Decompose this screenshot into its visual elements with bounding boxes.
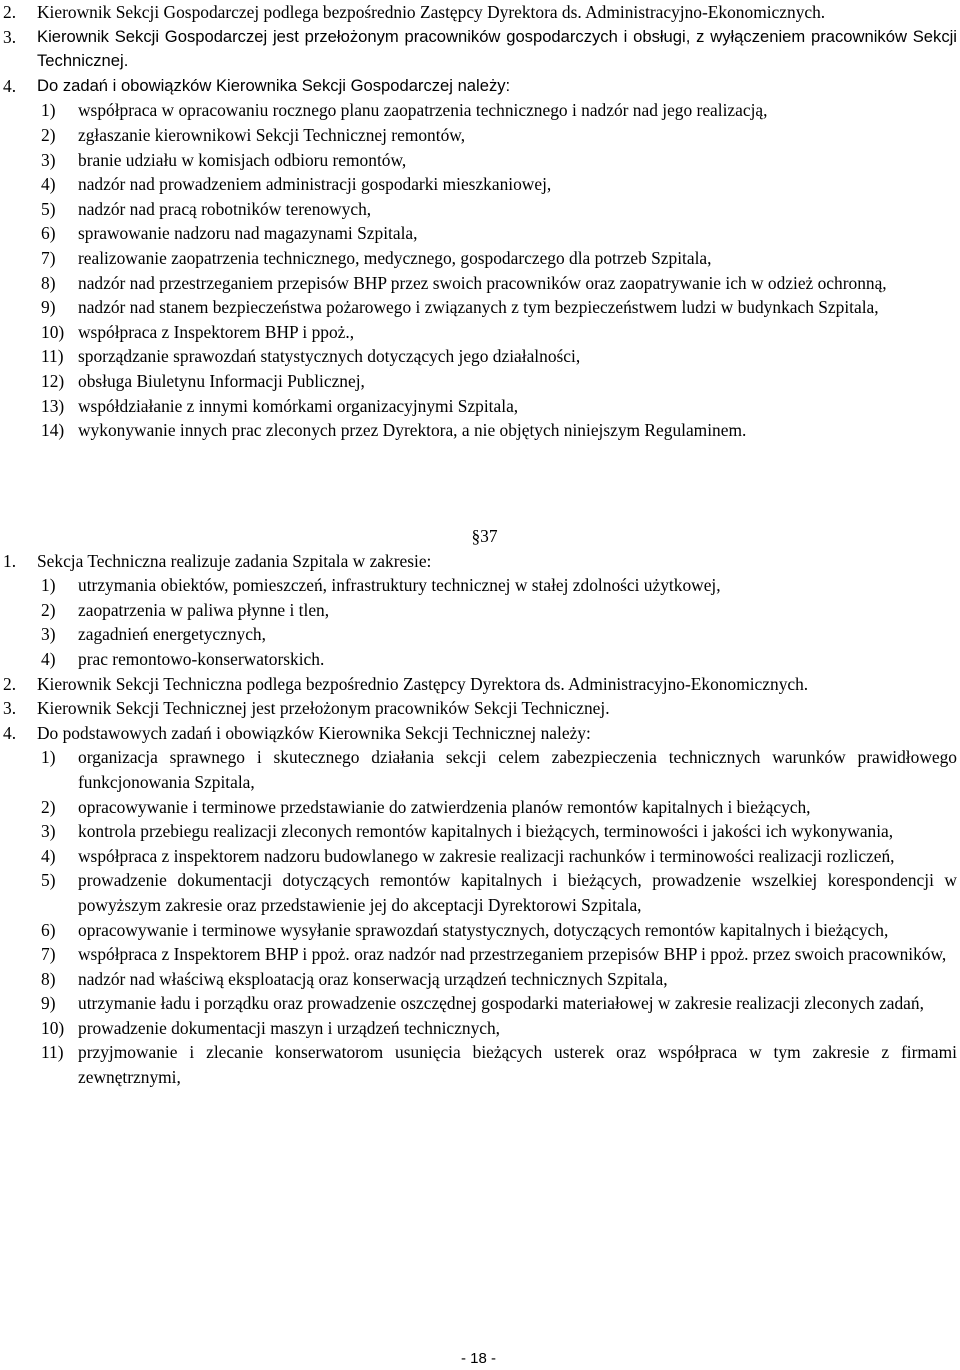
list-item-text: organizacja sprawnego i skutecznego działania sekcji celem zabezpieczenia technicznych warunków prawidłowego funkcjonowania Szpitala, <box>78 747 957 792</box>
list-item <box>41 295 957 320</box>
paragraph-text: Kierownik Sekcji Gospodarczej jest przełożonym pracowników gospodarczych i obsługi, z wyłączeniem pracowników Sekcji Technicznej. <box>37 26 957 71</box>
list-item <box>41 344 957 369</box>
paragraph-number: 3. <box>3 26 17 47</box>
paragraph-3 <box>0 696 957 721</box>
list-item-text: zagadnień energetycznych, <box>78 624 266 645</box>
list-item <box>41 197 957 222</box>
list-item <box>41 123 957 148</box>
list-item-text: wykonywanie innych prac zleconych przez Dyrektora, a nie objętych niniejszym Regulaminem. <box>78 420 747 441</box>
list-item-number: 10) <box>41 321 65 342</box>
list-item <box>41 622 957 647</box>
paragraph-text: Kierownik Sekcji Techniczna podlega bezpośrednio Zastępcy Dyrektora ds. Administracyjno-Ekonomicznych. <box>37 673 809 694</box>
paragraph-number: 3. <box>3 698 17 719</box>
list-item <box>41 418 957 443</box>
list-item <box>41 369 957 394</box>
list-item-number: 7) <box>41 247 56 268</box>
list-item-text: współpraca w opracowaniu rocznego planu zaopatrzenia technicznego i nadzór nad jego realizacją, <box>78 100 768 121</box>
list-item-text: kontrola przebiegu realizacji zleconych remontów kapitalnych i bieżących, terminowości i jakości ich wykonywania, <box>78 821 894 842</box>
list-item <box>41 967 957 992</box>
paragraph-text: Do zadań i obowiązków Kierownika Sekcji Gospodarczej należy: <box>37 75 511 95</box>
list-item-number: 8) <box>41 272 56 293</box>
list-item-text: współpraca z inspektorem nadzoru budowlanego w zakresie realizacji rachunków i terminowości realizacji rozliczeń, <box>78 845 895 866</box>
section-37 <box>0 518 957 1090</box>
paragraph-2 <box>0 0 957 25</box>
list-item-text: nadzór nad pracą robotników terenowych, <box>78 198 372 219</box>
list-item-number: 10) <box>41 1017 65 1038</box>
list-item-number: 1) <box>41 100 56 121</box>
paragraph-1 <box>0 549 957 574</box>
list-item-text: utrzymanie ładu i porządku oraz prowadzenie oszczędnej gospodarki materiałowej w zakresie realizacji zleconych zadań, <box>78 993 924 1014</box>
paragraph-4 <box>0 74 957 99</box>
list-item-text: nadzór nad przestrzeganiem przepisów BHP przez swoich pracowników oraz zaopatrywanie ich w odzież ochronną, <box>78 272 887 293</box>
list-item-text: prac remontowo-konserwatorskich. <box>78 648 325 669</box>
list-item-number: 11) <box>41 1042 64 1063</box>
paragraph-text: Sekcja Techniczna realizuje zadania Szpitala w zakresie: <box>37 550 432 571</box>
list-item-number: 9) <box>41 993 56 1014</box>
list-item-number: 14) <box>41 420 65 441</box>
list-item <box>41 1016 957 1041</box>
list-item <box>41 991 957 1016</box>
list-item <box>41 246 957 271</box>
section-title <box>0 524 957 549</box>
list-item-text: zaopatrzenia w paliwa płynne i tlen, <box>78 599 330 620</box>
list-item-number: 6) <box>41 919 56 940</box>
paragraph-number: 2. <box>3 2 17 22</box>
list-item-number: 5) <box>41 198 56 219</box>
paragraph-3 <box>0 25 957 74</box>
paragraph-number: 2. <box>3 673 17 694</box>
list-item-number: 2) <box>41 124 56 145</box>
list-item-text: sporządzanie sprawozdań statystycznych dotyczących jego działalności, <box>78 346 581 367</box>
list-item-text: przyjmowanie i zlecanie konserwatorom usunięcia bieżących usterek oraz współpraca w tym zakresie z firmami zewnętrznymi, <box>78 1042 957 1088</box>
list-item <box>41 172 957 197</box>
paragraph-text: Do podstawowych zadań i obowiązków Kierownika Sekcji Technicznej należy: <box>37 722 591 743</box>
list-item-number: 6) <box>41 223 56 244</box>
list-item-number: 4) <box>41 648 56 669</box>
tasks-list-techniczna <box>0 573 957 671</box>
list-item-number: 1) <box>41 747 56 768</box>
duties-list-gospodarcza <box>0 98 957 442</box>
list-item-text: współdziałanie z innymi komórkami organizacyjnymi Szpitala, <box>78 395 519 416</box>
list-item-text: nadzór nad stanem bezpieczeństwa pożarowego i związanych z tym bezpieczeństwem ludzi w budynkach Szpitala, <box>78 297 879 318</box>
list-item-text: opracowywanie i terminowe wysyłanie sprawozdań statystycznych, dotyczących remontów kapitalnych i bieżących, <box>78 919 889 940</box>
list-item-number: 7) <box>41 944 56 965</box>
list-item-number: 12) <box>41 370 65 391</box>
list-item <box>41 148 957 173</box>
list-item <box>41 918 957 943</box>
list-item-text: prowadzenie dokumentacji maszyn i urządzeń technicznych, <box>78 1017 501 1038</box>
list-item-number: 1) <box>41 575 56 596</box>
list-item-text: zgłaszanie kierownikowi Sekcji Technicznej remontów, <box>78 124 466 145</box>
paragraph-2 <box>0 672 957 697</box>
paragraph-text: Kierownik Sekcji Gospodarczej podlega bezpośrednio Zastępcy Dyrektora ds. Administracyjno-Ekonomicznych. <box>37 2 826 22</box>
duties-list-techniczna <box>0 745 957 1089</box>
paragraph-number: 4. <box>3 75 17 96</box>
list-item <box>41 394 957 419</box>
list-item <box>41 598 957 623</box>
paragraph-4 <box>0 721 957 746</box>
list-item <box>41 745 957 794</box>
list-item-number: 3) <box>41 149 56 170</box>
section-gospodarcza <box>0 0 957 443</box>
list-item <box>41 1040 957 1089</box>
list-item-number: 4) <box>41 174 56 195</box>
list-item-text: sprawowanie nadzoru nad magazynami Szpitala, <box>78 223 418 244</box>
list-item <box>41 942 957 967</box>
list-item <box>41 573 957 598</box>
list-item-number: 11) <box>41 346 64 367</box>
list-item-text: utrzymania obiektów, pomieszczeń, infrastruktury technicznej w stałej zdolności użytkowej, <box>78 575 721 596</box>
list-item-text: opracowywanie i terminowe przedstawianie do zatwierdzenia planów remontów kapitalnych i bieżących, <box>78 796 811 817</box>
list-item-text: współpraca z Inspektorem BHP i ppoż., <box>78 321 355 342</box>
list-item-number: 5) <box>41 870 56 891</box>
list-item <box>41 868 957 917</box>
list-item-number: 3) <box>41 624 56 645</box>
list-item <box>41 98 957 123</box>
list-item-text: nadzór nad właściwą eksploatacją oraz konserwacją urządzeń technicznych Szpitala, <box>78 968 668 989</box>
list-item-text: branie udziału w komisjach odbioru remontów, <box>78 149 407 170</box>
list-item-number: 2) <box>41 796 56 817</box>
list-item-number: 4) <box>41 845 56 866</box>
list-item <box>41 647 957 672</box>
paragraph-number: 1. <box>3 550 17 571</box>
paragraph-text: Kierownik Sekcji Technicznej jest przełożonym pracowników Sekcji Technicznej. <box>37 698 610 719</box>
list-item <box>41 221 957 246</box>
list-item-text: prowadzenie dokumentacji dotyczących remontów kapitalnych i bieżących, prowadzenie wszelkiej korespondencji w powyższym zakresie oraz przedstawienie jej do akceptacji Dyrektorowi Szpitala, <box>78 870 957 915</box>
list-item <box>41 844 957 869</box>
list-item-number: 3) <box>41 821 56 842</box>
list-item <box>41 320 957 345</box>
list-item-number: 9) <box>41 297 56 318</box>
list-item <box>41 271 957 296</box>
list-item-number: 2) <box>41 599 56 620</box>
section-sign: § <box>471 526 481 546</box>
list-item <box>41 819 957 844</box>
list-item-text: obsługa Biuletynu Informacji Publicznej, <box>78 370 365 391</box>
list-item-text: nadzór nad prowadzeniem administracji gospodarki mieszkaniowej, <box>78 174 552 195</box>
list-item-number: 8) <box>41 968 56 989</box>
list-item <box>41 795 957 820</box>
section-number: 37 <box>480 526 498 546</box>
page-number: - 18 - <box>460 1350 496 1367</box>
list-item-text: realizowanie zaopatrzenia technicznego, medycznego, gospodarczego dla potrzeb Szpitala, <box>78 247 712 268</box>
list-item-number: 13) <box>41 395 65 416</box>
list-item-text: współpraca z Inspektorem BHP i ppoż. oraz nadzór nad przestrzeganiem przepisów BHP i ppoż. przez swoich pracowników, <box>78 944 947 965</box>
paragraph-number: 4. <box>3 722 17 743</box>
